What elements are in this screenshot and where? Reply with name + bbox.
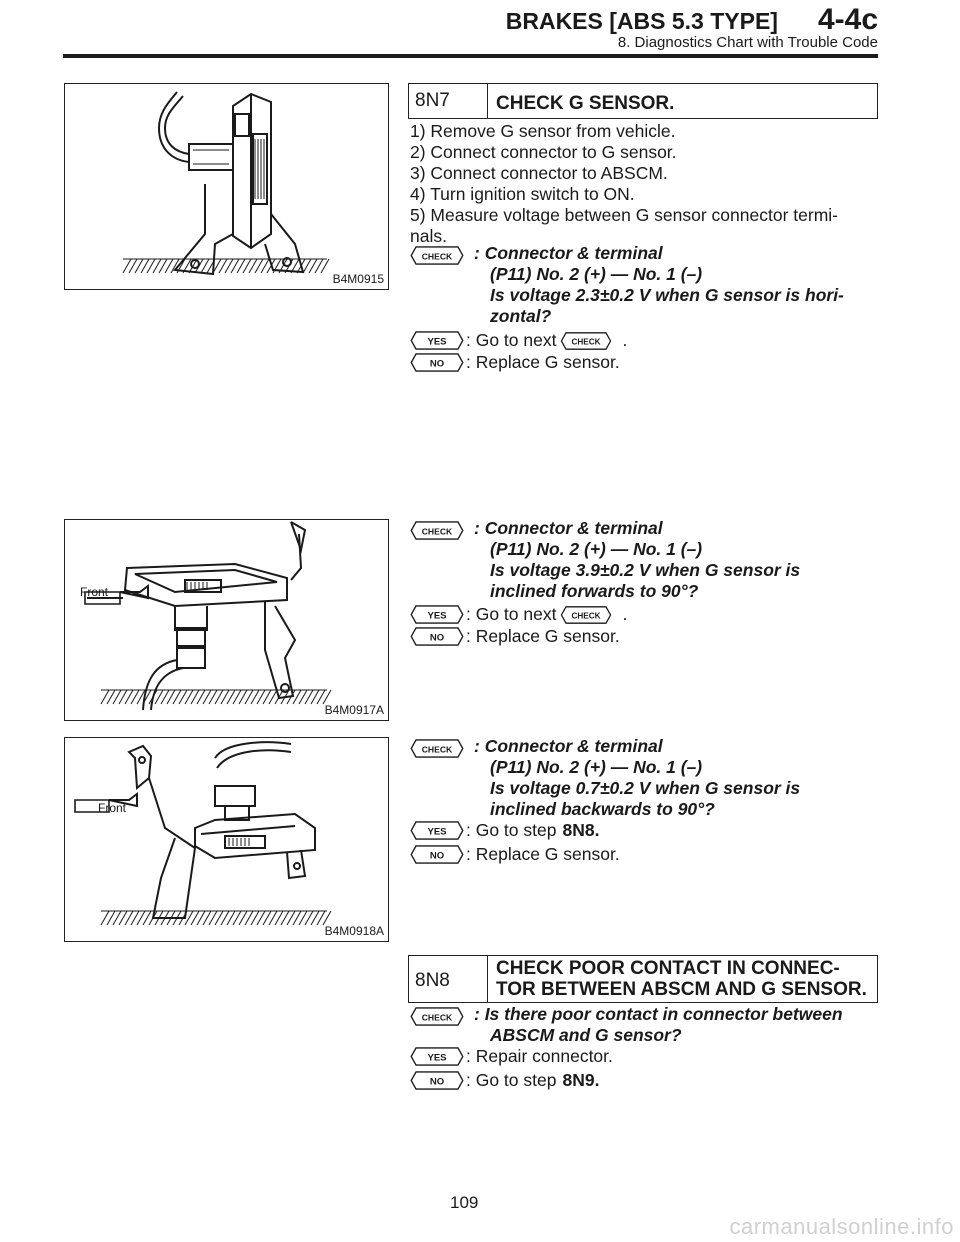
check-icon [410,245,464,266]
no-icon [410,1070,464,1091]
check-block-3 [410,736,800,820]
check-block-4 [410,1004,843,1046]
step-number: 8N7 [409,84,488,118]
check-text: : Connector & terminal [474,243,663,263]
yes-row-2 [410,604,627,625]
no-icon [410,844,464,865]
figure-g-sensor-horizontal [64,83,389,290]
check-text: Is voltage 2.3±0.2 V when G sensor is hori- [490,285,844,305]
no-row-2 [410,626,620,647]
yes-step-link: 8N8. [562,820,600,840]
front-label: Front [98,801,127,815]
yes-icon [410,820,464,841]
check-text: (P11) No. 2 (+) — No. 1 (–) [490,264,703,284]
no-step-link: 8N9. [562,1070,600,1090]
no-row-4 [410,1070,599,1091]
check-text: : Connector & terminal [474,518,663,538]
figure-caption: B4M0917A [324,703,384,717]
check-icon [410,1006,464,1027]
g-sensor-illustration [65,84,388,289]
instruction-line: 3) Connect connector to ABSCM. [410,163,668,183]
page-number: 109 [450,1193,479,1212]
no-text: : Replace G sensor. [466,352,620,372]
section-title: BRAKES [ABS 5.3 TYPE] [505,8,778,34]
figure-g-sensor-backward [64,737,389,942]
check-text: Is voltage 3.9±0.2 V when G sensor is [490,560,801,580]
section-code: 4-4c [817,3,878,36]
instruction-line: nals. [410,226,447,246]
g-sensor-backward-illustration [65,738,388,941]
page-header [0,0,960,60]
check-text: inclined backwards to 90°? [490,799,715,819]
check-icon [558,605,614,625]
no-text: : Replace G sensor. [466,626,620,646]
no-row-1 [410,352,620,373]
instruction-line: 2) Connect connector to G sensor. [410,142,677,162]
no-row-3 [410,844,620,865]
check-icon [410,520,464,541]
step-title-line: TOR BETWEEN ABSCM AND G SENSOR. [496,979,867,1000]
check-text: zontal? [490,306,552,326]
check-text: (P11) No. 2 (+) — No. 1 (–) [490,539,703,559]
header-rule [63,54,878,58]
yes-row-4 [410,1046,613,1067]
check-text: inclined forwards to 90°? [490,581,699,601]
instruction-line: 1) Remove G sensor from vehicle. [410,121,676,141]
yes-icon [410,330,464,351]
check-block-2 [410,518,800,602]
step-8n7-header [408,83,878,119]
step-8n8-header [408,955,878,1003]
step-8n7-instructions [410,121,838,247]
ground-hatch [101,690,331,704]
yes-text: : Repair connector. [466,1046,613,1066]
check-text: : Is there poor contact in connector between [474,1004,843,1024]
front-label: Front [80,585,109,599]
yes-text: : Go to next [466,604,557,624]
yes-text-end: . [622,604,628,624]
yes-row-1 [410,330,627,351]
yes-icon [410,604,464,625]
yes-row-3 [410,820,599,841]
ground-hatch [123,259,329,273]
figure-caption: B4M0918A [324,924,384,938]
step-title [488,956,877,1002]
yes-text-end: . [622,330,628,350]
check-icon [410,738,464,759]
check-block-1 [410,243,844,327]
yes-text: : Go to step [466,820,557,840]
g-sensor-forward-illustration [65,520,388,720]
check-icon [558,331,614,351]
section-subtitle: 8. Diagnostics Chart with Trouble Code [617,34,878,51]
instruction-line: 5) Measure voltage between G sensor connector termi- [410,205,838,225]
instruction-line: 4) Turn ignition switch to ON. [410,184,635,204]
check-text: (P11) No. 2 (+) — No. 1 (–) [490,757,703,777]
check-text: : Connector & terminal [474,736,663,756]
figure-caption: B4M0915 [332,272,384,286]
ground-hatch [101,911,331,925]
yes-icon [410,1046,464,1067]
figure-g-sensor-forward [64,519,389,721]
watermark: carmanualsonline.info [729,1214,954,1239]
check-text: Is voltage 0.7±0.2 V when G sensor is [490,778,801,798]
no-icon [410,352,464,373]
step-number: 8N8 [409,956,488,1002]
no-icon [410,626,464,647]
step-title-line: CHECK POOR CONTACT IN CONNEC- [496,958,840,979]
check-text: ABSCM and G sensor? [490,1025,682,1045]
yes-text: : Go to next [466,330,557,350]
step-title: CHECK G SENSOR. [496,93,675,114]
no-text: : Replace G sensor. [466,844,620,864]
no-text: : Go to step [466,1070,557,1090]
